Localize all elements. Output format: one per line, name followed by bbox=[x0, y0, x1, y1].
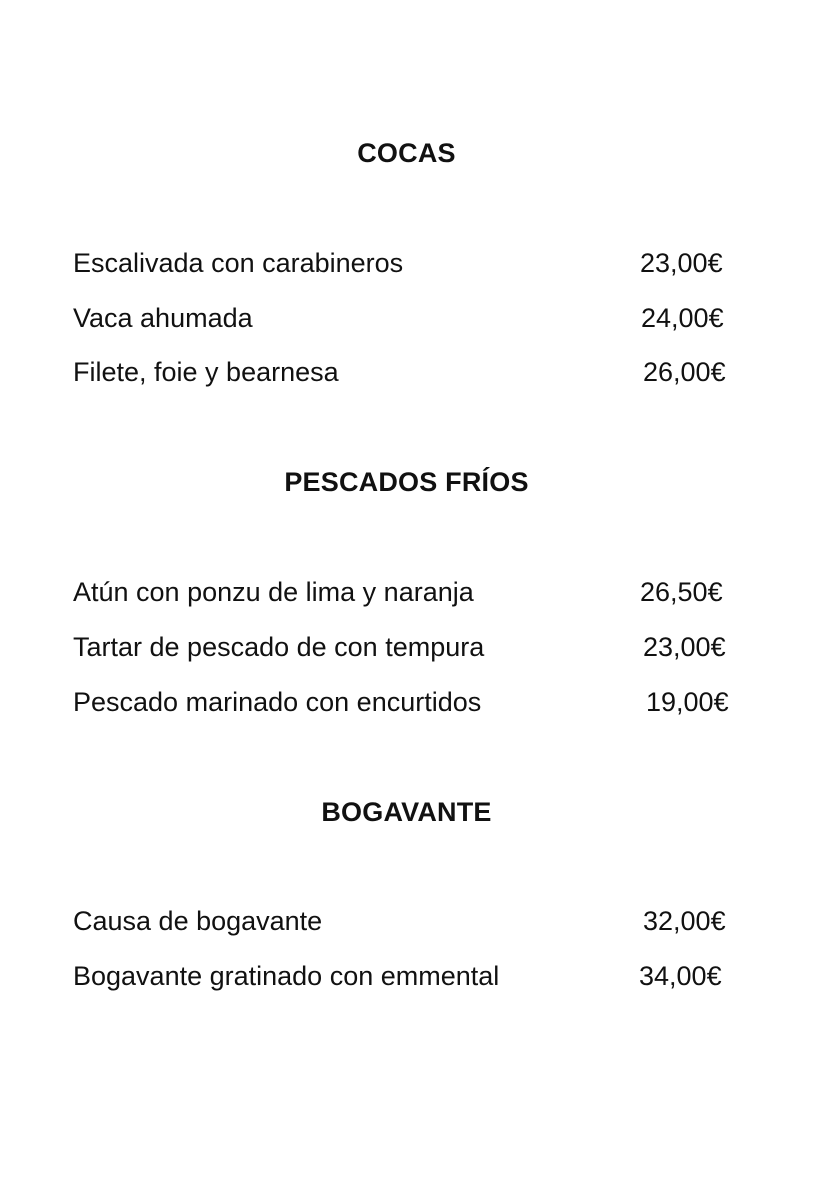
section-title-bogavante: BOGAVANTE bbox=[321, 797, 492, 827]
menu-item bbox=[73, 632, 753, 672]
menu-item bbox=[73, 961, 753, 1001]
item-name: Bogavante gratinado con emmental bbox=[73, 961, 500, 991]
item-name: Vaca ahumada bbox=[73, 303, 253, 333]
item-name: Filete, foie y bearnesa bbox=[73, 357, 339, 387]
menu-item bbox=[73, 303, 753, 343]
item-price: 19,00€ bbox=[646, 687, 729, 717]
item-name: Causa de bogavante bbox=[73, 906, 323, 936]
item-price: 23,00€ bbox=[640, 248, 723, 278]
item-price: 26,50€ bbox=[640, 577, 723, 607]
item-price: 34,00€ bbox=[639, 961, 722, 991]
section-title-cocas: COCAS bbox=[357, 138, 456, 168]
menu-item bbox=[73, 906, 753, 946]
section-title-pescados-frios: PESCADOS FRÍOS bbox=[284, 467, 529, 497]
item-name: Atún con ponzu de lima y naranja bbox=[73, 577, 474, 607]
menu-item bbox=[73, 577, 753, 617]
menu-item bbox=[73, 687, 753, 727]
menu-item bbox=[73, 248, 753, 288]
item-price: 32,00€ bbox=[643, 906, 726, 936]
item-price: 24,00€ bbox=[641, 303, 724, 333]
menu-item bbox=[73, 357, 753, 397]
item-name: Pescado marinado con encurtidos bbox=[73, 687, 482, 717]
item-price: 26,00€ bbox=[643, 357, 726, 387]
item-name: Escalivada con carabineros bbox=[73, 248, 404, 278]
item-name: Tartar de pescado de con tempura bbox=[73, 632, 485, 662]
item-price: 23,00€ bbox=[643, 632, 726, 662]
